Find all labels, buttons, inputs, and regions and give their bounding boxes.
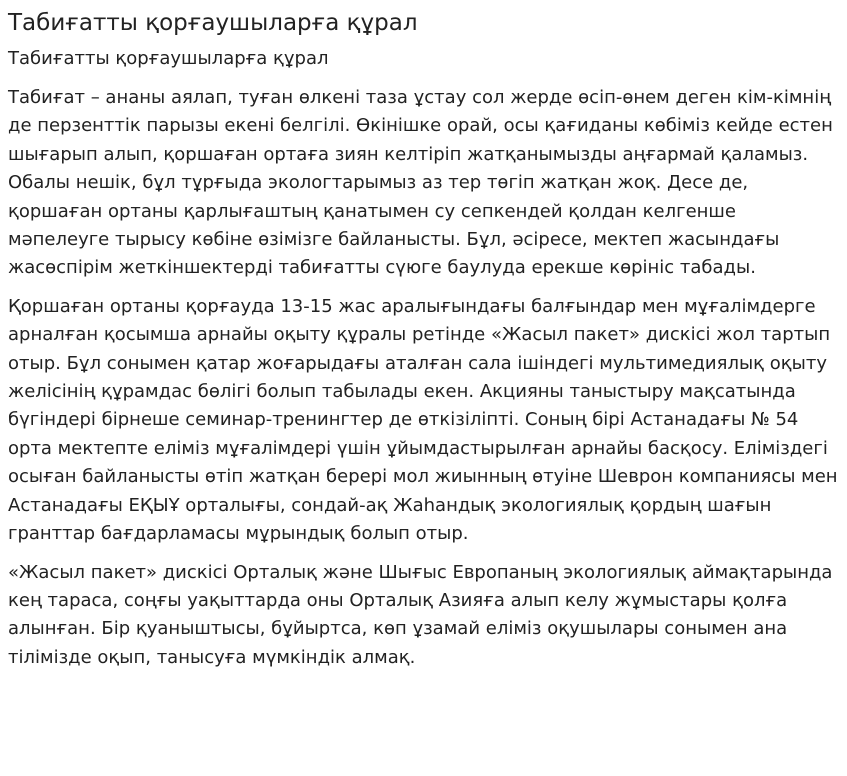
page-title: Табиғатты қорғаушыларға құрал	[8, 10, 418, 36]
article-subtitle: Табиғатты қорғаушыларға құрал	[8, 48, 329, 69]
paragraph-2: Қоршаған ортаны қорғауда 13-15 жас аралығындағы балғындар мен мұғалімдерге арналған қосымша арнайы оқыту құралы ретінде «Жасыл пакет» дискісі жол тартып отыр. Бұл сонымен қатар жоғарыдағы аталған сала ішіндегі мультимедиялық оқыту желісінің құрамдас бөлігі болып табылады екен. Акцияны таныстыру мақсатында бүгіндері бірнеше семинар-тренингтер де өткізіліпті. Соның бірі Астанадағы № 54 орта мектепте еліміз мұғалімдері үшін ұйымдастырылған арнайы басқосу. Еліміздегі осыған байланысты өтіп жатқан берері мол жиынның өтуіне Шеврон компаниясы мен Астанадағы ЕҚЫҰ орталығы, сондай-ақ Жаһандық экологиялық қордың шағын гранттар бағдарламасы мұрындық болып отыр.	[8, 295, 838, 545]
article-body	[8, 84, 839, 672]
paragraph-3: «Жасыл пакет» дискісі Орталық және Шығыс Европаның экологиялық аймақтарында кең тараса, соңғы уақыттарда оны Орталық Азияға алып келу жұмыстары қолға алынған. Бір қуаныштысы, бұйыртса, көп ұзамай еліміз оқушылары сонымен ана тілімізде оқып, танысуға мүмкіндік алмақ.	[8, 561, 833, 668]
paragraph-1: Табиғат – ананы аялап, туған өлкені таза ұстау сол жерде өсіп-өнем деген кім-кімнің де перзенттік парызы екені белгілі. Өкінішке орай, осы қағиданы көбіміз кейде естен шығарып алып, қоршаған ортаға зиян келтіріп жатқанымызды аңғармай қаламыз. Обалы нешік, бұл тұрғыда экологтарымыз аз тер төгіп жатқан жоқ. Десе де, қоршаған ортаны қарлығаштың қанатымен су сепкендей қолдан келгенше мәпелеуге тырысу көбіне өзімізге байланысты. Бұл, әсіресе, мектеп жасындағы жасөспірім жеткіншектерді табиғатты сүюге баулуда ерекше көрініс табады.	[8, 87, 833, 279]
